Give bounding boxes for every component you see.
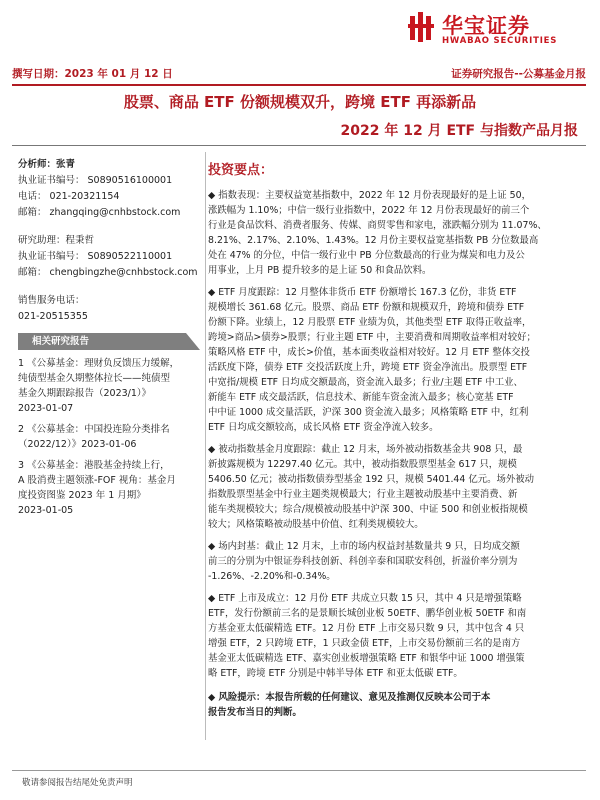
logo-text-cn: 华宝证券 xyxy=(442,14,530,38)
meta-row xyxy=(12,66,586,82)
sidebar xyxy=(18,157,200,524)
analyst1-email[interactable]: 邮箱： zhangqing@cnhbstock.com xyxy=(18,207,181,218)
report-subtitle: 2022 年 12 月 ETF 与指数产品月报 xyxy=(340,123,578,139)
title-divider xyxy=(12,145,586,146)
related-reports-header: 相关研究报告 xyxy=(18,333,200,350)
related-report-item[interactable]: 1 《公募基金：理财负反馈压力缓解， 纯债型基金久期整体拉长——纯债型 基金久期跟踪报告（2023/1）》 2023-01-07 xyxy=(18,356,200,416)
point-passive-index-funds: ◆ 被动指数基金月度跟踪：截止 12 月末，场外被动指数基金共 908 只，最 新披露规模为 12297.40 亿元。其中，被动指数股票型基金 617 只，规模 5406.50 亿元；被动指数债券型基金 192 只，规模 5401.44 亿元。场外被动 指数股票型基金中行业主题类规模最大；行业主题被动股基中主要消费、新 能车类规模较大；综合/规模被动股基中沪深 300、中证 500 和创业板指规模 较大；风格策略被动股基中价值、红利类规模较大。 xyxy=(208,444,534,530)
report-category: 证券研究报告--公募基金月报 xyxy=(451,68,586,80)
analyst1-cert: 执业证书编号： S0890516100001 xyxy=(18,175,173,186)
report-date: 撰写日期：2023 年 01 月 12 日 xyxy=(12,68,173,80)
analyst2-name: 研究助理：程秉哲 xyxy=(18,235,95,246)
main-content xyxy=(208,161,588,720)
logo-text-en: HWABAO SECURITIES xyxy=(442,36,558,46)
related-report-date: 2023-01-07 xyxy=(18,403,74,414)
point-closed-end-funds: ◆ 场内封基：截止 12 月末，上市的场内权益封基数量共 9 只，日均成交额 前三的分别为中银证券科技创新、科创辛泰和国联安科创，折溢价率分别为 -1.26%、-2.20%和-0.34%。 xyxy=(208,541,520,582)
analyst1-phone: 电话： 021-20321154 xyxy=(18,191,120,202)
related-report-item[interactable]: 2 《公募基金：中国投连险分类排名 （2022/12）》2023-01-06 xyxy=(18,424,170,450)
column-divider xyxy=(205,152,206,740)
point-etf-monthly: ◆ ETF 月度跟踪：12 月整体非货币 ETF 份额增长 167.3 亿份，非货 ETF 规模增长 361.68 亿元。股票、商品 ETF 份额和规模双升，跨境和债券 ETF 份额下降。业绩上，12 月股票 ETF 业绩为负，其他类型 ETF 取得正收益率， 跨境>商品>债券>股票；行业主题 ETF 中，主要消费和周期收益率相对较好； 策略风格 ETF 中，成长>价值，基本面类收益相对较好。12 月 ETF 整体交投 活跃度下降，债券 ETF 交投活跃度上升，跨境 ETF 资金净流出。股票型 ETF 中宽指/规模 ETF 日均成交额最高，资金流入最多；行业/主题 ETF 中工业、 新能车 ETF 成交最活跃，信息技术、新能车资金流入最多；核心宽基 ETF 中中证 1000 成交量活跃，沪深 300 资金流入最多；风格策略 ETF 中，红利 ETF 日均成交额较高，成长风格 ETF 资金净流入较多。 xyxy=(208,287,536,433)
investment-points-title: 投资要点： xyxy=(208,163,274,178)
point-index-performance: ◆ 指数表现：主要权益宽基指数中，2022 年 12 月份表现最好的是上证 50， 涨跌幅为 1.10%；中信一级行业指数中，2022 年 12 月份表现最好的前三个 行业是食品饮料、消费者服务、传媒、商贸零售和家电，涨跌幅分别为 11.07%、 8.21%、2.17%、2.10%、1.43%。12 月份主要权益宽基指数 PB 分位数最高 处在 47% 的分位，中信一级行业中 PB 分位数最高的行业为煤炭和电力及公 用事业，上月 PB 提升较多的是上证 50 和食品饮料。 xyxy=(208,190,547,276)
company-logo xyxy=(408,10,578,50)
logo-mark-icon xyxy=(408,12,434,42)
related-report-date: 2023-01-05 xyxy=(18,505,74,516)
sales-phone: 021-20515355 xyxy=(18,311,88,322)
analyst2-cert: 执业证书编号： S0890522110001 xyxy=(18,251,173,262)
analyst1-name: 分析师：张青 xyxy=(18,159,76,170)
footer-divider xyxy=(12,770,586,771)
header-divider xyxy=(12,84,586,86)
analyst2-email[interactable]: 邮箱： chengbingzhe@cnhbstock.com xyxy=(18,267,198,278)
related-report-item[interactable]: 3 《公募基金：港股基金持续上行， A 股消费主题领涨-FOF 视角：基金月 度投资图鉴 2023 年 1 月期》 2023-01-05 xyxy=(18,458,200,518)
report-title: 股票、商品 ETF 份额规模双升，跨境 ETF 再添新品 xyxy=(123,93,477,111)
point-etf-listing: ◆ ETF 上市及成立：12 月份 ETF 共成立只数 15 只，其中 4 只是增强策略 ETF，发行份额前三名的是景顺长城创业板 50ETF、鹏华创业板 50ETF 和南 方基金亚太低碳精选 ETF。12 月份 ETF 上市交易只数 9 只，其中包含 4 只 增强 ETF，2 只跨境 ETF，1 只政金债 ETF，上市交易份额前三名的是南方 基金亚太低碳精选 ETF、嘉实创业板增强策略 ETF 和银华中证 1000 增强策 略 ETF，跨境 ETF 分别是中韩半导体 ETF 和亚太低碳 ETF。 xyxy=(208,593,527,679)
footer-disclaimer: 敬请参阅报告结尾处免责声明 xyxy=(22,778,133,788)
sales-label: 销售服务电话： xyxy=(18,295,85,306)
risk-warning: ◆ 风险提示：本报告所载的任何建议、意见及推测仅反映本公司于本 报告发布当日的判断。 xyxy=(208,692,491,718)
